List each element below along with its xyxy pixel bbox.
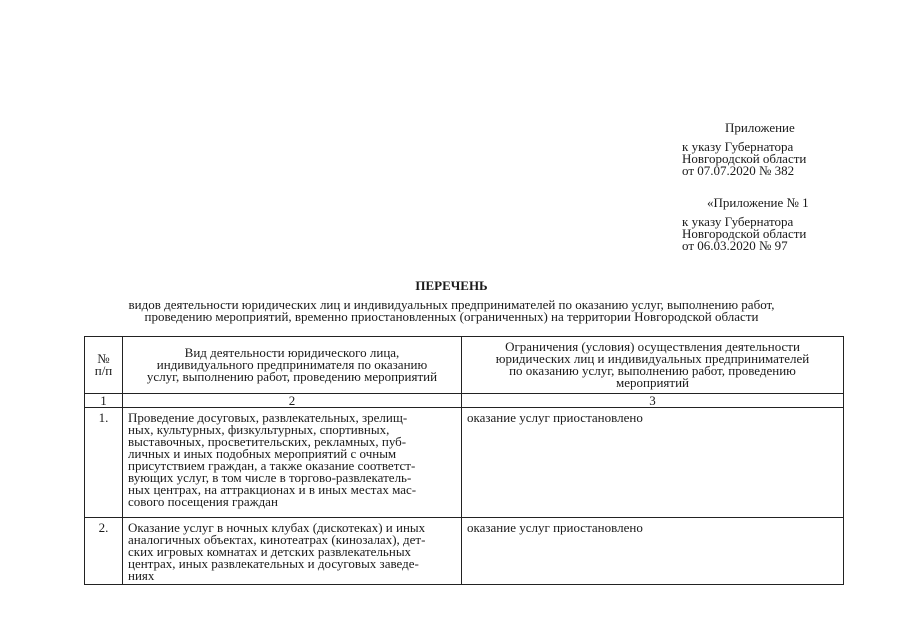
header-activity-line: Вид деятельности юридического лица, [184,345,400,360]
appendix-quote-title: «Приложение № 1 [707,195,809,210]
appendix-region: Новгородской области [682,151,807,166]
row-number: 1. [85,408,123,518]
activity-line: личных и иных подобных мероприятий с очным [128,446,397,461]
header-conditions-line: Ограничения (условия) осуществления деятельности [505,339,800,354]
header-cell-number [85,337,123,394]
appendix-quote-to-decree: к указу Губернатора [682,214,794,229]
row-activity [123,518,462,585]
activity-line: ских игровых комнатах и детских развлекательных [128,544,412,559]
activities-table [84,336,844,585]
column-number-2: 2 [123,394,462,408]
header-cell-conditions [462,337,844,394]
column-number-1: 1 [85,394,123,408]
activity-line: Проведение досуговых, развлекательных, зрелищ- [128,410,408,425]
appendix-to-decree: к указу Губернатора [682,139,794,154]
appendix-date-number: от 07.07.2020 № 382 [682,163,795,178]
header-conditions-line: юридических лиц и индивидуальных предпринимателей [495,351,810,366]
header-activity-line: индивидуального предпринимателя по оказанию [156,357,428,372]
activity-line: сового посещения граждан [128,494,278,509]
column-number-3: 3 [462,394,844,408]
row-number: 2. [85,518,123,585]
appendix-quote-date-number: от 06.03.2020 № 97 [682,238,788,253]
row-activity [123,408,462,518]
appendix-title: Приложение [725,120,795,135]
table-row [85,408,844,518]
activity-line: центрах, иных развлекательных и досуговых заведе- [128,556,419,571]
activity-line: аналогичных объектах, кинотеатрах (кинозалах), дет- [128,532,426,547]
column-number-row [85,394,844,408]
document-subtitle-line-1: видов деятельности юридических лиц и индивидуальных предпринимателей по оказанию услуг, выполнению работ, [128,297,775,312]
header-number-line: № [97,351,110,366]
document-subtitle-line-2: проведению мероприятий, временно приостановленных (ограниченных) на территории Новгородской области [144,309,759,324]
activity-line: ных, культурных, физкультурных, спортивных, [128,422,390,437]
row-condition: оказание услуг приостановлено [462,518,844,585]
activity-line: ниях [128,568,155,583]
activity-line: Оказание услуг в ночных клубах (дискотеках) и иных [128,520,426,535]
header-conditions-line: по оказанию услуг, выполнению работ, проведению [509,363,796,378]
row-condition: оказание услуг приостановлено [462,408,844,518]
activity-line: вующих услуг, в том числе в торгово-развлекатель- [128,470,412,485]
activity-line: ных центрах, на аттракционах и в иных местах мас- [128,482,417,497]
activity-line: присутствием граждан, а также оказание соответст- [128,458,416,473]
activity-line: выставочных, просветительских, рекламных, пуб- [128,434,407,449]
table-row [85,518,844,585]
appendix-quote-region: Новгородской области [682,226,807,241]
header-activity-line: услуг, выполнению работ, проведению мероприятий [146,369,438,384]
document-title: ПЕРЕЧЕНЬ [415,278,488,293]
header-number-line: п/п [94,363,113,378]
header-cell-activity [123,337,462,394]
header-conditions-line: мероприятий [616,375,689,390]
table-header-row [85,337,844,394]
